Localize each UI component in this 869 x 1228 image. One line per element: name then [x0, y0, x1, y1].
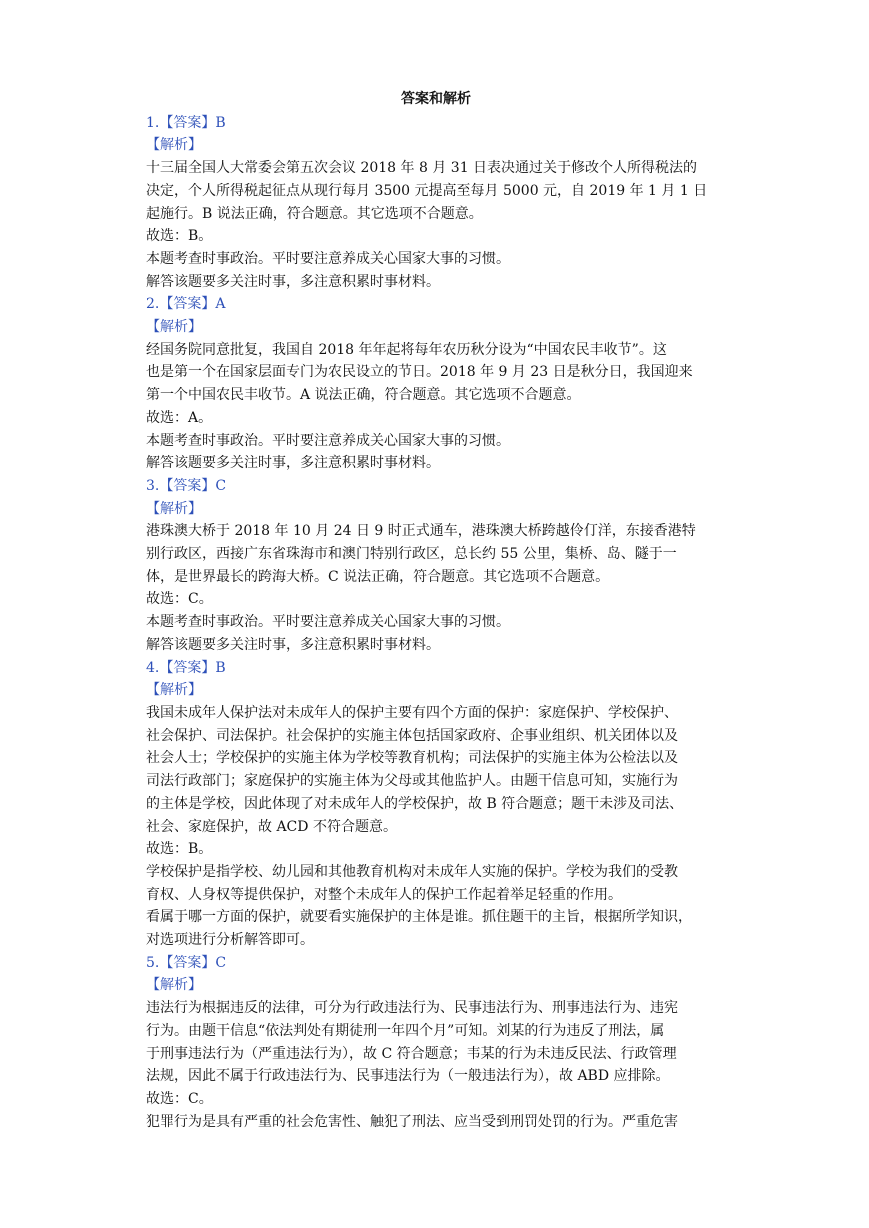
- analysis-text-line: 社会、家庭保护，故 ACD 不符合题意。: [146, 818, 397, 835]
- question-number: 3.: [146, 477, 160, 494]
- answer-line: [146, 657, 726, 680]
- answer-list: [146, 112, 726, 1134]
- analysis-text-line: 本题考查时事政治。平时要注意养成关心国家大事的习惯。: [146, 250, 510, 267]
- analysis-text-line: 对选项进行分析解答即可。: [146, 932, 314, 949]
- analysis-text-line: 社会保护、司法保护。社会保护的实施主体包括国家政府、企事业组织、机关团体以及: [146, 727, 678, 744]
- analysis-label: 【解析】: [146, 319, 202, 336]
- answer-label: 【答案】: [159, 296, 216, 313]
- analysis-label: 【解析】: [146, 137, 202, 154]
- question-number: 4.: [146, 659, 160, 676]
- analysis-text-line: 十三届全国人大常委会第五次会议 2018 年 8 月 31 日表决通过关于修改个人所得税法的: [146, 160, 698, 177]
- question-number: 1.: [146, 114, 160, 131]
- analysis-text-line: 于刑事违法行为（严重违法行为），故 C 符合题意；韦某的行为未违反民法、行政管理: [146, 1045, 677, 1062]
- answer-line: [146, 112, 726, 135]
- analysis-text-line: 育权、人身权等提供保护，对整个未成年人的保护工作起着举足轻重的作用。: [146, 886, 622, 903]
- answer-line: [146, 475, 726, 498]
- analysis-text-line: 经国务院同意批复，我国自 2018 年年起将每年农历秋分设为“中国农民丰收节”。这: [146, 341, 667, 358]
- analysis-text-line: 故选：B。: [146, 841, 213, 858]
- analysis-text-line: 违法行为根据违反的法律，可分为行政违法行为、民事违法行为、刑事违法行为、违宪: [146, 1000, 678, 1017]
- answer-item: [146, 293, 726, 475]
- analysis-text-line: 故选：A。: [146, 409, 213, 426]
- page-title: 答案和解析: [401, 91, 471, 107]
- analysis-text-line: 体，是世界最长的跨海大桥。C 说法正确，符合题意。其它选项不合题意。: [146, 568, 610, 585]
- analysis-text-line: 司法行政部门；家庭保护的实施主体为父母或其他监护人。由题干信息可知，实施行为: [146, 773, 678, 790]
- answer-line: [146, 952, 726, 975]
- answer-item: [146, 112, 726, 294]
- analysis-label: 【解析】: [146, 977, 202, 994]
- analysis-text-line: 故选：C。: [146, 591, 213, 608]
- answer-label: 【答案】: [159, 114, 216, 131]
- analysis-text-line: 本题考查时事政治。平时要注意养成关心国家大事的习惯。: [146, 614, 510, 631]
- answer-line: [146, 293, 726, 316]
- analysis-text-line: 犯罪行为是具有严重的社会危害性、触犯了刑法、应当受到刑罚处罚的行为。严重危害: [146, 1113, 678, 1130]
- analysis-text-line: 故选：B。: [146, 228, 213, 245]
- answer-document: [146, 88, 726, 1133]
- answer-label: 【答案】: [159, 659, 216, 676]
- analysis-text-line: 别行政区，西接广东省珠海市和澳门特别行政区，总长约 55 公里，集桥、岛、隧于一: [146, 546, 677, 563]
- answer-value: A: [215, 296, 226, 313]
- analysis-text-line: 解答该题要多关注时事，多注意积累时事材料。: [146, 636, 440, 653]
- analysis-text-line: 本题考查时事政治。平时要注意养成关心国家大事的习惯。: [146, 432, 510, 449]
- analysis-text-line: 法规，因此不属于行政违法行为、民事违法行为（一般违法行为），故 ABD 应排除。: [146, 1068, 670, 1085]
- answer-value: C: [215, 477, 227, 494]
- analysis-text-line: 解答该题要多关注时事，多注意积累时事材料。: [146, 455, 440, 472]
- question-number: 2.: [146, 296, 160, 313]
- analysis-text-line: 解答该题要多关注时事，多注意积累时事材料。: [146, 273, 440, 290]
- analysis-text-line: 也是第一个在国家层面专门为农民设立的节日。2018 年 9 月 23 日是秋分日，我国迎来: [146, 364, 693, 381]
- answer-label: 【答案】: [159, 954, 216, 971]
- answer-value: C: [215, 954, 227, 971]
- analysis-text-line: 我国未成年人保护法对未成年人的保护主要有四个方面的保护：家庭保护、学校保护、: [146, 704, 678, 721]
- answer-item: [146, 475, 726, 657]
- analysis-text-line: 学校保护是指学校、幼儿园和其他教育机构对未成年人实施的保护。学校为我们的受教: [146, 863, 678, 880]
- answer-item: [146, 657, 726, 952]
- analysis-text-line: 起施行。B 说法正确，符合题意。其它选项不合题意。: [146, 205, 483, 222]
- answer-value: B: [215, 114, 226, 131]
- answer-value: B: [215, 659, 226, 676]
- analysis-text-line: 故选：C。: [146, 1090, 213, 1107]
- analysis-label: 【解析】: [146, 682, 202, 699]
- analysis-text-line: 的主体是学校，因此体现了对未成年人的学校保护，故 B 符合题意；题干未涉及司法、: [146, 795, 684, 812]
- analysis-text-line: 社会人士；学校保护的实施主体为学校等教育机构；司法保护的实施主体为公检法以及: [146, 750, 678, 767]
- analysis-label: 【解析】: [146, 500, 202, 517]
- answer-item: [146, 952, 726, 1134]
- analysis-text-line: 决定，个人所得税起征点从现行每月 3500 元提高至每月 5000 元，自 2019 年 1 月 1 日: [146, 182, 708, 199]
- analysis-text-line: 行为。由题干信息“依法判处有期徒刑一年四个月”可知。刘某的行为违反了刑法，属: [146, 1022, 665, 1039]
- answer-label: 【答案】: [159, 477, 216, 494]
- question-number: 5.: [146, 954, 160, 971]
- analysis-text-line: 港珠澳大桥于 2018 年 10 月 24 日 9 时正式通车，港珠澳大桥跨越伶仃洋，东接香港特: [146, 523, 696, 540]
- analysis-text-line: 第一个中国农民丰收节。A 说法正确，符合题意。其它选项不合题意。: [146, 387, 581, 404]
- analysis-text-line: 看属于哪一方面的保护，就要看实施保护的主体是谁。抓住题干的主旨，根据所学知识，: [146, 909, 692, 926]
